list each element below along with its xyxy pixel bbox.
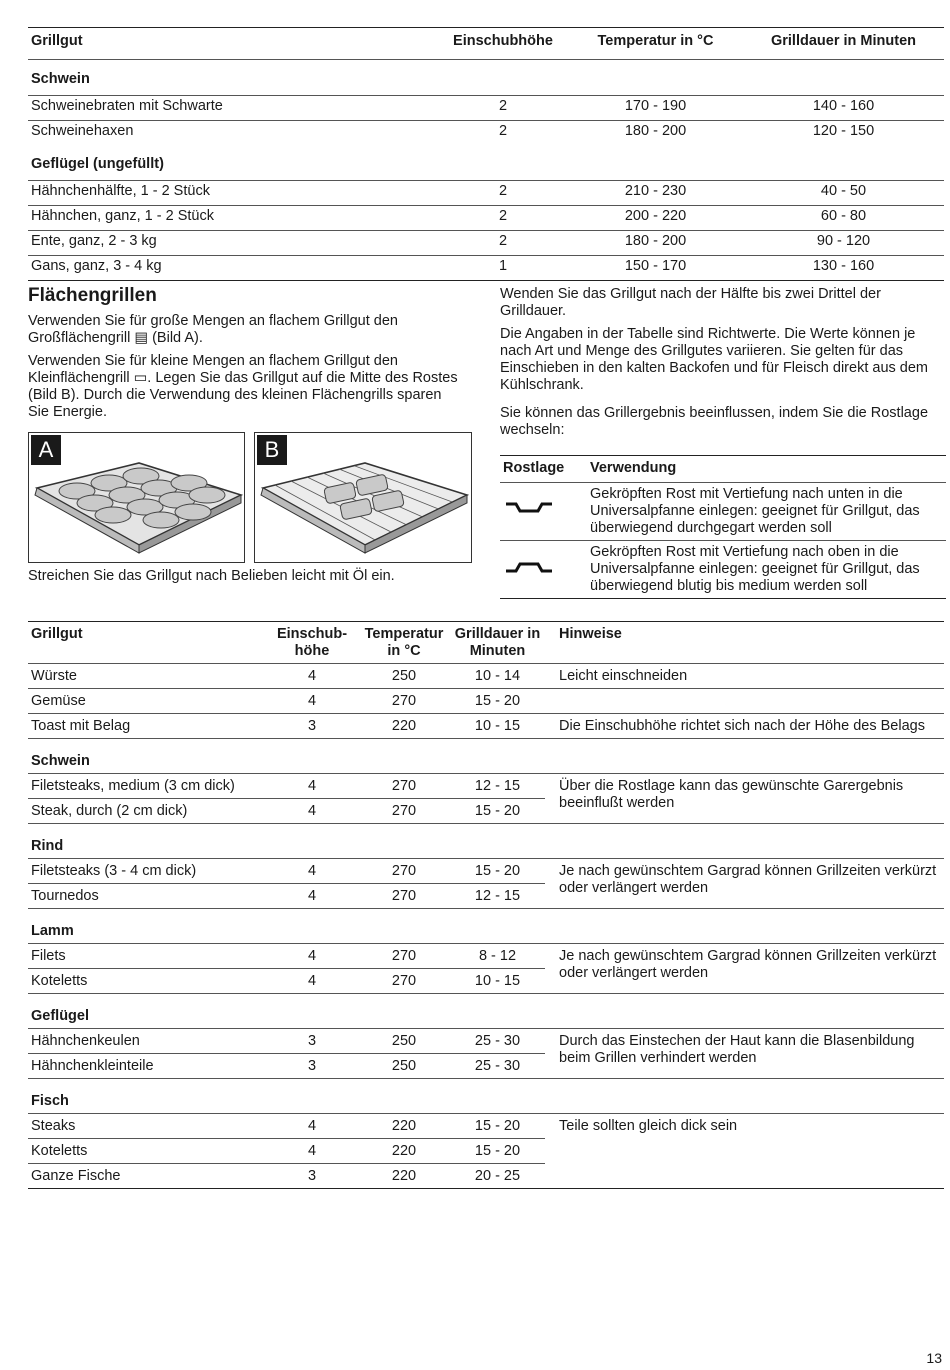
table-row [28,256,944,281]
header-grilldauer: Grilldauer in Minuten [450,622,545,664]
rack-down-text: Gekröpften Rost mit Vertiefung nach unten in die Universalpfanne einlegen: geeignet für Grillgut, das überwiegend durchgegart werden soll [590,483,946,541]
cell-spacer [545,1114,559,1139]
cell-spacer [545,799,559,824]
cell-grillgut: Toast mit Belag [28,714,266,739]
cell-hinweise [559,689,944,714]
cell-spacer [545,689,559,714]
cell-temperatur: 270 [358,859,450,884]
cell-spacer [545,774,559,799]
cell-grilldauer: 10 - 15 [450,714,545,739]
cell-grillgut: Schweinebraten mit Schwarte [28,96,438,121]
cell-spacer [545,714,559,739]
cell-grilldauer: 25 - 30 [450,1054,545,1079]
paragraph-rack-position: Sie können das Grillergebnis beeinflussen, indem Sie die Rostlage wechseln: [500,405,929,438]
section-heading: Flächengrillen [28,285,157,306]
cell-grillgut: Filetsteaks (3 - 4 cm dick) [28,859,266,884]
paragraph-turn: Wenden Sie das Grillgut nach der Hälfte bis zwei Drittel der Grilldauer. [500,286,881,319]
cell-grilldauer: 20 - 25 [474,1168,521,1184]
cell-grillgut: Gemüse [28,689,266,714]
table-row [28,859,944,884]
cell-spacer [545,1054,559,1079]
figure-b-label: B [257,435,287,465]
cell-temperatur: 270 [358,884,450,909]
cell-grillgut: Hähnchenhälfte, 1 - 2 Stück [28,181,438,206]
cell-einschubhoehe: 4 [266,1139,358,1164]
cell-temperatur: 200 - 220 [568,206,743,231]
cell-grillgut: Steaks [28,1114,266,1139]
paragraph-large-grill: Verwenden Sie für große Mengen an flachem Grillgut den Großflächengrill ▤ (Bild A). [28,313,398,346]
cell-hinweise: Leicht einschneiden [559,664,944,689]
table-row [28,231,944,256]
section-title: Schwein [28,60,944,96]
header-temperatur: Temperatur in °C [568,28,743,60]
cell-hinweise: Teile sollten gleich dick sein [559,1118,738,1134]
cell-spacer [545,1139,559,1164]
cell-spacer [545,1164,559,1189]
cell-temperatur: 170 - 190 [568,96,743,121]
cell-einschubhoehe: 4 [266,1114,358,1139]
cell-grilldauer: 12 - 15 [450,884,545,909]
section-title: Schwein [28,739,944,774]
cell-temperatur: 270 [358,944,450,969]
cell-grilldauer: 15 - 20 [450,799,545,824]
table-row [500,541,946,599]
rack-position-table [500,455,946,599]
section-row [28,145,944,181]
large-grill-rack-illustration [29,433,244,562]
table-row [28,1029,944,1054]
cell-grillgut: Würste [28,664,266,689]
cell-einschubhoehe: 3 [266,1029,358,1054]
cell-grilldauer: 8 - 12 [450,944,545,969]
header-einschubhoehe: Einschubhöhe [438,28,568,60]
cell-temperatur: 180 - 200 [624,123,687,139]
cell-grilldauer: 10 - 14 [450,664,545,689]
table-header [28,28,944,60]
cell-grillgut: Koteletts [28,1139,266,1164]
table-row [28,774,944,799]
cell-einschubhoehe: 4 [266,859,358,884]
cell-temperatur: 220 [358,1139,450,1164]
section-title: Rind [28,824,944,859]
header-grillgut: Grillgut [28,622,266,664]
rack-up-text: Gekröpften Rost mit Vertiefung nach oben in die Universalpfanne einlegen: geeignet für Grillgut, das überwiegend blutig bis medium werden soll [590,544,920,594]
cell-grillgut: Filetsteaks, medium (3 cm dick) [28,774,266,799]
rack-down-icon [500,483,590,541]
grill-table-flat [28,621,944,1189]
header-temperatur: Temperatur in °C [358,622,450,664]
cell-grilldauer: 90 - 120 [743,231,944,256]
cell-hinweise: Durch das Einstechen der Haut kann die Blasenbildung beim Grillen verhindert werden [559,1029,944,1079]
cell-grillgut: Filets [28,944,266,969]
cell-grilldauer: 130 - 160 [812,258,875,274]
cell-spacer [545,969,559,994]
section-title: Geflügel (ungefüllt) [28,145,944,181]
section-row [28,909,944,944]
table-row [28,664,944,689]
cell-grillgut: Ente, ganz, 2 - 3 kg [28,231,438,256]
section-row [28,994,944,1029]
header-einschubhoehe: Einschub- höhe [266,622,358,664]
table-header [500,456,946,483]
rack-up-icon [500,541,590,599]
cell-grillgut: Hähnchen, ganz, 1 - 2 Stück [28,206,438,231]
cell-einschubhoehe: 3 [266,1054,358,1079]
figure-a-label: A [31,435,61,465]
table-row [28,689,944,714]
cell-einschubhoehe: 3 [307,1168,317,1184]
cell-grilldauer: 140 - 160 [743,96,944,121]
header-grillgut: Grillgut [28,28,438,60]
cell-grillgut: Tournedos [28,884,266,909]
cell-grillgut: Ganze Fische [31,1168,121,1184]
table-row [28,1114,944,1139]
table-row [28,206,944,231]
cell-einschubhoehe: 4 [266,664,358,689]
cell-hinweise: Über die Rostlage kann das gewünschte Garergebnis beeinflußt werden [559,774,944,824]
header-rostlage: Rostlage [500,456,590,483]
paragraph-guideline: Die Angaben in der Tabelle sind Richtwerte. Die Werte können je nach Art und Menge des Grillgutes variieren. Sie gelten für das Einschieben in den kalten Backofen und für Fleisch direkt aus dem Kühlschrank. [500,326,928,393]
cell-einschubhoehe: 4 [266,944,358,969]
cell-spacer [545,664,559,689]
cell-temperatur: 150 - 170 [624,258,687,274]
cell-einschubhoehe: 4 [266,689,358,714]
table-row [28,121,944,146]
cell-grillgut: Schweinehaxen [31,123,134,139]
cell-temperatur: 250 [358,1054,450,1079]
cell-grilldauer: 12 - 15 [450,774,545,799]
cell-einschubhoehe: 4 [266,799,358,824]
cell-spacer [545,884,559,909]
table-header [28,622,944,664]
section-title: Geflügel [28,994,944,1029]
cell-grilldauer: 10 - 15 [450,969,545,994]
cell-temperatur: 220 [358,714,450,739]
header-hinweise: Hinweise [559,622,944,664]
figure-b [254,432,472,563]
section-row [28,1079,944,1114]
table-row [500,483,946,541]
table-row [28,714,944,739]
table-row [28,944,944,969]
cell-temperatur: 220 [358,1114,450,1139]
cell-spacer [545,944,559,969]
cell-einschubhoehe: 2 [438,96,568,121]
cell-grilldauer: 60 - 80 [743,206,944,231]
cell-einschubhoehe: 3 [266,714,358,739]
small-grill-rack-illustration [255,433,471,562]
cell-temperatur: 250 [358,1029,450,1054]
cell-einschubhoehe: 4 [266,884,358,909]
header-grilldauer: Grilldauer in Minuten [743,28,944,60]
cell-temperatur: 270 [358,774,450,799]
cell-temperatur: 210 - 230 [568,181,743,206]
cell-temperatur: 270 [358,969,450,994]
cell-hinweise: Die Einschubhöhe richtet sich nach der Höhe des Belags [559,714,944,739]
cell-grilldauer: 120 - 150 [812,123,875,139]
cell-hinweise: Je nach gewünschtem Gargrad können Grillzeiten verkürzt oder verlängert werden [559,859,944,909]
cell-einschubhoehe: 2 [498,123,508,139]
header-spacer [545,622,559,664]
page-number: 13 [926,1350,942,1366]
section-row [28,824,944,859]
paragraph-small-grill: Verwenden Sie für kleine Mengen an flachem Grillgut den Kleinflächengrill ▭. Legen Sie das Grillgut auf die Mitte des Rostes (Bild B). Durch die Verwendung des kleinen Flächengrills sparen Sie Energie. [28,353,458,420]
section-title: Fisch [28,1079,944,1114]
cell-grilldauer: 15 - 20 [450,859,545,884]
cell-grillgut: Gans, ganz, 3 - 4 kg [31,258,162,274]
cell-einschubhoehe: 2 [438,231,568,256]
cell-grilldauer: 15 - 20 [450,689,545,714]
grill-table-roast [28,27,944,281]
table-row [28,181,944,206]
cell-grillgut: Koteletts [28,969,266,994]
cell-temperatur: 270 [358,689,450,714]
cell-temperatur: 220 [391,1168,417,1184]
cell-grillgut: Hähnchenkleinteile [28,1054,266,1079]
paragraph-oil: Streichen Sie das Grillgut nach Belieben leicht mit Öl ein. [28,568,395,584]
cell-temperatur: 250 [358,664,450,689]
cell-grilldauer: 15 - 20 [450,1114,545,1139]
cell-einschubhoehe: 4 [266,969,358,994]
cell-grilldauer: 15 - 20 [450,1139,545,1164]
cell-einschubhoehe: 1 [498,258,508,274]
section-row [28,60,944,96]
cell-einschubhoehe: 2 [438,206,568,231]
cell-grilldauer: 40 - 50 [743,181,944,206]
table-row [28,96,944,121]
cell-spacer [545,859,559,884]
cell-grilldauer: 25 - 30 [450,1029,545,1054]
section-title: Lamm [28,909,944,944]
cell-einschubhoehe: 4 [266,774,358,799]
cell-temperatur: 270 [358,799,450,824]
cell-grillgut: Steak, durch (2 cm dick) [28,799,266,824]
cell-spacer [545,1029,559,1054]
figure-a [28,432,245,563]
cell-temperatur: 180 - 200 [568,231,743,256]
section-row [28,739,944,774]
header-verwendung: Verwendung [590,456,946,483]
cell-einschubhoehe: 2 [438,181,568,206]
cell-grillgut: Hähnchenkeulen [28,1029,266,1054]
cell-hinweise: Je nach gewünschtem Gargrad können Grillzeiten verkürzt oder verlängert werden [559,944,944,994]
